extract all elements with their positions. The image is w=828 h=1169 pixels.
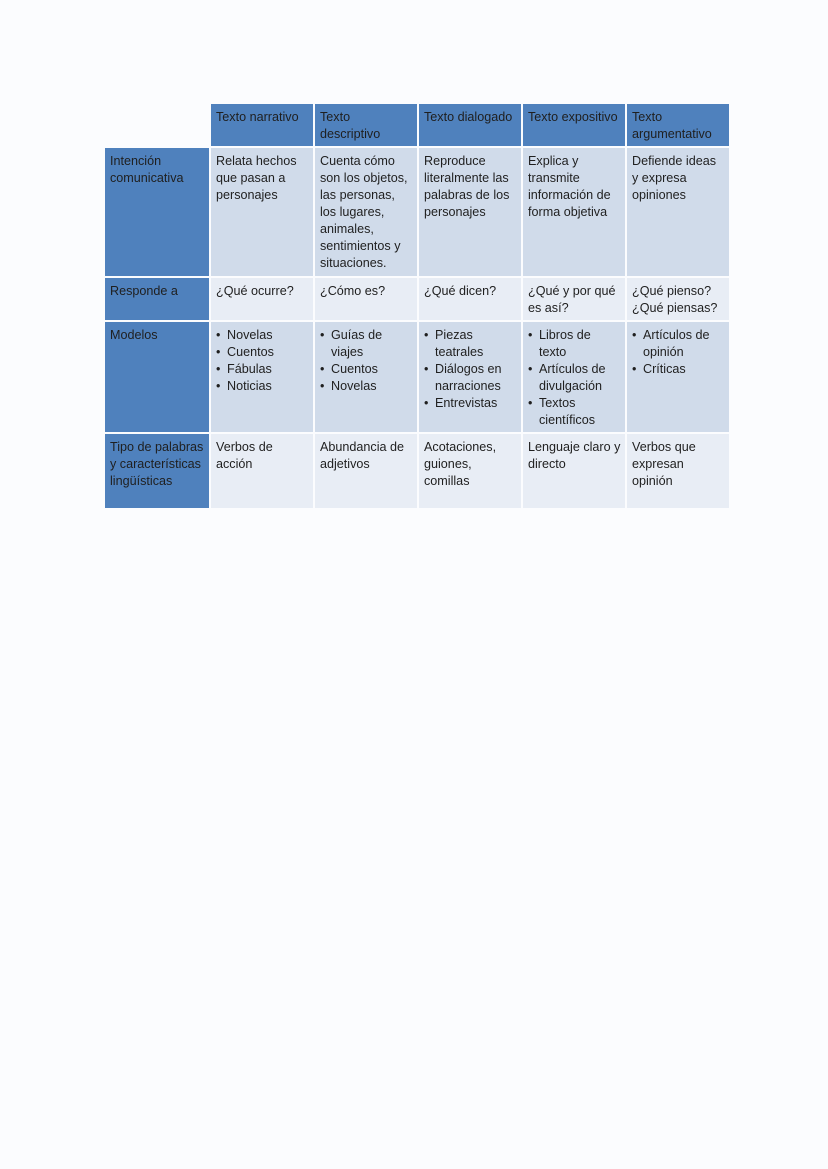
bullet-list xyxy=(424,327,517,412)
list-item: • Diálogos en narraciones xyxy=(424,361,517,395)
list-item: • Artículos de opinión xyxy=(632,327,725,361)
table-cell: Cuenta cómo son los objetos, las personas, los lugares, animales, sentimientos y situaciones. xyxy=(315,148,417,276)
row-responde xyxy=(105,278,729,320)
list-item: • Libros de texto xyxy=(528,327,621,361)
column-header-descriptivo: Texto descriptivo xyxy=(315,104,417,146)
table-cell xyxy=(315,322,417,432)
table-cell: ¿Qué y por qué es así? xyxy=(523,278,625,320)
list-item: • Guías de viajes xyxy=(320,327,413,361)
list-item: • Novelas xyxy=(320,378,413,395)
table-cell: Reproduce literalmente las palabras de los personajes xyxy=(419,148,521,276)
table-cell: ¿Qué ocurre? xyxy=(211,278,313,320)
list-item: • Artículos de divulgación xyxy=(528,361,621,395)
list-item: • Cuentos xyxy=(320,361,413,378)
table-cell: ¿Cómo es? xyxy=(315,278,417,320)
header-row xyxy=(105,104,729,146)
table-cell xyxy=(523,322,625,432)
table-cell: Verbos que expresan opinión xyxy=(627,434,729,508)
table-cell xyxy=(211,322,313,432)
column-header-argumentativo: Texto argumentativo xyxy=(627,104,729,146)
table-cell: Relata hechos que pasan a personajes xyxy=(211,148,313,276)
row-header-tipo-palabras: Tipo de palabras y características lingüísticas xyxy=(105,434,209,508)
table-cell: Acotaciones, guiones, comillas xyxy=(419,434,521,508)
table-cell: ¿Qué pienso? ¿Qué piensas? xyxy=(627,278,729,320)
row-header-modelos: Modelos xyxy=(105,322,209,432)
list-item: • Textos científicos xyxy=(528,395,621,429)
list-item: • Noticias xyxy=(216,378,309,395)
table-cell: Lenguaje claro y directo xyxy=(523,434,625,508)
list-item: • Entrevistas xyxy=(424,395,517,412)
bullet-list xyxy=(216,327,309,395)
table-cell: Defiende ideas y expresa opiniones xyxy=(627,148,729,276)
table-cell xyxy=(419,322,521,432)
row-modelos xyxy=(105,322,729,432)
bullet-list xyxy=(528,327,621,429)
list-item: • Piezas teatrales xyxy=(424,327,517,361)
bullet-list xyxy=(632,327,725,378)
column-header-narrativo: Texto narrativo xyxy=(211,104,313,146)
table-cell: Explica y transmite información de forma objetiva xyxy=(523,148,625,276)
row-intencion xyxy=(105,148,729,276)
column-header-dialogado: Texto dialogado xyxy=(419,104,521,146)
table-cell: Abundancia de adjetivos xyxy=(315,434,417,508)
list-item: • Críticas xyxy=(632,361,725,378)
table-cell xyxy=(627,322,729,432)
bullet-list xyxy=(320,327,413,395)
list-item: • Novelas xyxy=(216,327,309,344)
table-cell: ¿Qué dicen? xyxy=(419,278,521,320)
list-item: • Cuentos xyxy=(216,344,309,361)
text-types-table xyxy=(103,102,731,510)
row-header-responde: Responde a xyxy=(105,278,209,320)
row-tipo-palabras xyxy=(105,434,729,508)
table-cell: Verbos de acción xyxy=(211,434,313,508)
column-header-expositivo: Texto expositivo xyxy=(523,104,625,146)
corner-cell xyxy=(105,104,209,146)
row-header-intencion: Intención comunicativa xyxy=(105,148,209,276)
list-item: • Fábulas xyxy=(216,361,309,378)
